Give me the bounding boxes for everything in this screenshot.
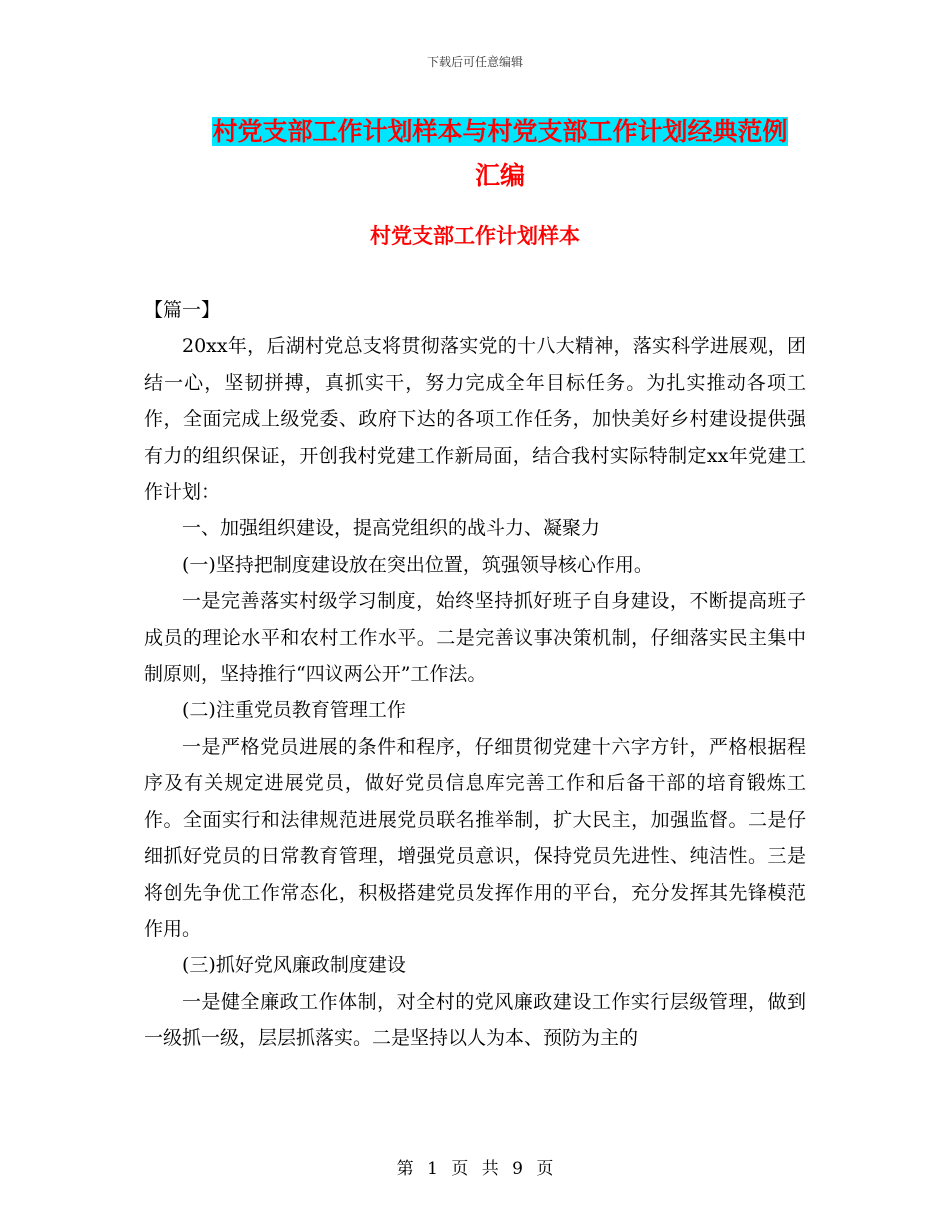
section-title: 村党支部工作计划样本 [370,223,580,248]
paragraph: 20xx年，后湖村党总支将贯彻落实党的十八大精神，落实科学进展观，团结一心，坚韧拼搏，真抓实干，努力完成全年目标任务。为扎实推动各项工作，全面完成上级党委、政府下达的各项工作任务，加快美好乡村建设提供强有力的组织保证，开创我村党建工作新局面，结合我村实际特制定xx年党建工作计划： [144,335,806,504]
paragraph: 一是完善落实村级学习制度，始终坚持抓好班子自身建设，不断提高班子成员的理论水平和农村工作水平。二是完善议事决策机制，仔细落实民主集中制原则，坚持推行“四议两公开”工作法。 [144,590,806,686]
page-footer: 第 1 页 共 9 页 [396,1159,554,1179]
document-title-line-1: 村党支部工作计划样本与村党支部工作计划经典范例 [212,117,788,146]
document-body [144,292,806,1057]
paragraph-subheading: (三)抓好党风廉政制度建设 [182,954,406,977]
page-header-note: 下载后可任意编辑 [426,55,523,69]
paragraph-heading: 一、加强组织建设，提高党组织的战斗力、凝聚力 [182,517,601,540]
paragraph-subheading: (一)坚持把制度建设放在突出位置，筑强领导核心作用。 [182,553,653,576]
document-title-line-2: 汇编 [474,161,525,190]
paragraph-part-label: 【篇一】 [144,299,221,321]
paragraph: 一是健全廉政工作体制，对全村的党风廉政建设工作实行层级管理，做到一级抓一级，层层抓落实。二是坚持以人为本、预防为主的 [144,990,806,1050]
document-title [190,110,810,198]
paragraph: 一是严格党员进展的条件和程序，仔细贯彻党建十六字方针，严格根据程序及有关规定进展党员，做好党员信息库完善工作和后备干部的培育锻炼工作。全面实行和法律规范进展党员联名推举制，扩大民主，加强监督。二是仔细抓好党员的日常教育管理，增强党员意识，保持党员先进性、纯洁性。三是将创先争优工作常态化，积极搭建党员发挥作用的平台，充分发挥其先锋模范作用。 [144,735,806,940]
paragraph-subheading: (二)注重党员教育管理工作 [182,699,406,722]
